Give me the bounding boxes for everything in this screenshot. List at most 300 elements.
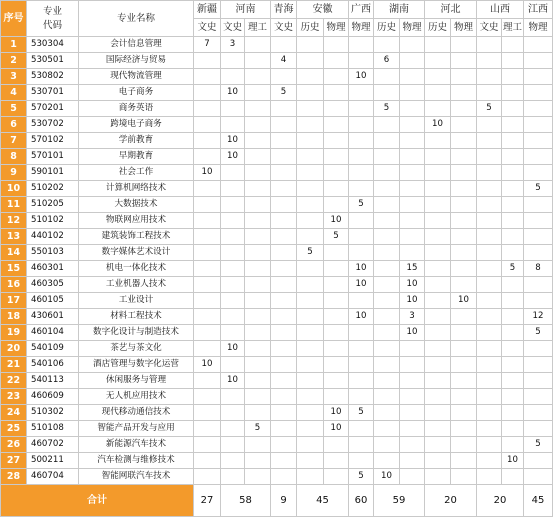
row-major-name: 汽车检测与维修技术: [79, 453, 194, 469]
name-header: 专业名称: [79, 1, 194, 37]
quota-cell: [374, 373, 400, 389]
quota-cell: 15: [400, 261, 425, 277]
quota-cell: [425, 101, 451, 117]
quota-cell: [221, 405, 245, 421]
province-header: 河北: [425, 1, 477, 19]
quota-cell: [477, 469, 502, 485]
quota-cell: [451, 117, 477, 133]
quota-cell: [477, 373, 502, 389]
row-major-name: 电子商务: [79, 85, 194, 101]
subject-header: 理工: [245, 19, 271, 37]
row-major-name: 跨境电子商务: [79, 117, 194, 133]
quota-cell: [451, 149, 477, 165]
table-row: [1, 245, 553, 261]
quota-cell: [324, 325, 349, 341]
quota-cell: [349, 293, 374, 309]
quota-cell: [297, 453, 324, 469]
quota-cell: 10: [502, 453, 524, 469]
subject-header: 物理: [324, 19, 349, 37]
quota-cell: [451, 261, 477, 277]
quota-cell: [221, 261, 245, 277]
row-code: 500211: [27, 453, 79, 469]
quota-cell: [245, 53, 271, 69]
quota-cell: [374, 405, 400, 421]
row-major-name: 学前教育: [79, 133, 194, 149]
quota-cell: [297, 101, 324, 117]
quota-cell: [245, 373, 271, 389]
table-row: [1, 357, 553, 373]
quota-cell: [400, 357, 425, 373]
quota-cell: [425, 277, 451, 293]
quota-cell: [194, 149, 221, 165]
quota-cell: [524, 213, 553, 229]
quota-cell: [194, 293, 221, 309]
quota-cell: [194, 133, 221, 149]
table-row: [1, 277, 553, 293]
table-row: [1, 453, 553, 469]
quota-cell: [297, 277, 324, 293]
quota-cell: [221, 277, 245, 293]
quota-cell: [324, 453, 349, 469]
row-major-name: 智能网联汽车技术: [79, 469, 194, 485]
row-major-name: 大数据技术: [79, 197, 194, 213]
quota-cell: 10: [400, 325, 425, 341]
quota-cell: [374, 309, 400, 325]
row-major-name: 酒店管理与数字化运营: [79, 357, 194, 373]
quota-cell: [451, 405, 477, 421]
quota-cell: [400, 405, 425, 421]
table-row: [1, 309, 553, 325]
row-major-name: 工业设计: [79, 293, 194, 309]
row-seq: 8: [1, 149, 27, 165]
quota-cell: [271, 325, 297, 341]
quota-cell: [374, 85, 400, 101]
quota-cell: [425, 53, 451, 69]
quota-cell: [425, 229, 451, 245]
table-row: [1, 117, 553, 133]
table-row: [1, 85, 553, 101]
row-major-name: 机电一体化技术: [79, 261, 194, 277]
row-major-name: 会计信息管理: [79, 37, 194, 53]
quota-cell: [451, 245, 477, 261]
row-major-name: 材料工程技术: [79, 309, 194, 325]
quota-cell: [451, 101, 477, 117]
quota-cell: [374, 213, 400, 229]
quota-cell: [271, 197, 297, 213]
row-seq: 9: [1, 165, 27, 181]
quota-cell: [425, 421, 451, 437]
quota-cell: [245, 117, 271, 133]
quota-cell: [349, 37, 374, 53]
quota-cell: [400, 53, 425, 69]
quota-cell: [297, 325, 324, 341]
quota-cell: [451, 165, 477, 181]
quota-cell: [324, 197, 349, 213]
quota-cell: 5: [502, 261, 524, 277]
quota-cell: [451, 325, 477, 341]
row-seq: 21: [1, 357, 27, 373]
quota-cell: [245, 133, 271, 149]
quota-cell: [502, 325, 524, 341]
quota-cell: [194, 453, 221, 469]
quota-cell: [194, 341, 221, 357]
quota-cell: [477, 341, 502, 357]
province-total: 45: [297, 485, 349, 517]
quota-cell: [451, 213, 477, 229]
quota-cell: [271, 357, 297, 373]
quota-cell: 10: [374, 469, 400, 485]
row-major-name: 社会工作: [79, 165, 194, 181]
quota-cell: [400, 197, 425, 213]
quota-cell: [502, 53, 524, 69]
quota-cell: [524, 101, 553, 117]
quota-cell: 10: [324, 421, 349, 437]
quota-cell: [324, 469, 349, 485]
province-header: 山西: [477, 1, 524, 19]
subject-header: 文史: [271, 19, 297, 37]
quota-cell: [502, 213, 524, 229]
row-seq: 7: [1, 133, 27, 149]
quota-cell: [194, 261, 221, 277]
quota-cell: [221, 117, 245, 133]
quota-cell: [400, 117, 425, 133]
quota-cell: [451, 421, 477, 437]
quota-cell: [374, 293, 400, 309]
quota-cell: [425, 453, 451, 469]
quota-cell: [374, 229, 400, 245]
table-row: [1, 389, 553, 405]
quota-cell: 4: [271, 53, 297, 69]
table-row: [1, 405, 553, 421]
quota-cell: [477, 69, 502, 85]
quota-cell: 5: [324, 229, 349, 245]
quota-cell: [349, 53, 374, 69]
row-major-name: 新能源汽车技术: [79, 437, 194, 453]
quota-cell: [194, 101, 221, 117]
quota-cell: [400, 101, 425, 117]
row-code: 570201: [27, 101, 79, 117]
quota-cell: [477, 165, 502, 181]
quota-cell: [221, 357, 245, 373]
quota-cell: [194, 421, 221, 437]
quota-cell: [324, 181, 349, 197]
row-code: 460301: [27, 261, 79, 277]
quota-cell: [297, 165, 324, 181]
row-seq: 28: [1, 469, 27, 485]
subject-header: 理工: [502, 19, 524, 37]
table-row: [1, 197, 553, 213]
quota-cell: [271, 165, 297, 181]
quota-cell: [400, 373, 425, 389]
quota-cell: [297, 85, 324, 101]
row-code: 570102: [27, 133, 79, 149]
quota-cell: [297, 133, 324, 149]
row-code: 460704: [27, 469, 79, 485]
quota-cell: 10: [221, 341, 245, 357]
quota-cell: [400, 453, 425, 469]
row-code: 530501: [27, 53, 79, 69]
quota-cell: [324, 357, 349, 373]
quota-cell: [400, 69, 425, 85]
subject-header: 物理: [349, 19, 374, 37]
quota-cell: [400, 229, 425, 245]
quota-cell: [374, 133, 400, 149]
row-code: 540106: [27, 357, 79, 373]
quota-cell: [425, 373, 451, 389]
row-code: 460702: [27, 437, 79, 453]
quota-cell: [502, 197, 524, 213]
quota-cell: [194, 69, 221, 85]
quota-cell: [400, 437, 425, 453]
quota-cell: [451, 437, 477, 453]
table-row: [1, 101, 553, 117]
quota-cell: [297, 421, 324, 437]
quota-cell: [502, 373, 524, 389]
quota-cell: [477, 181, 502, 197]
table-row: [1, 229, 553, 245]
subject-header: 历史: [297, 19, 324, 37]
quota-cell: [524, 85, 553, 101]
quota-cell: [374, 277, 400, 293]
row-code: 590101: [27, 165, 79, 181]
subject-header: 物理: [524, 19, 553, 37]
quota-cell: [502, 309, 524, 325]
quota-cell: [271, 469, 297, 485]
table-row: [1, 69, 553, 85]
province-header: 湖南: [374, 1, 425, 19]
quota-cell: [425, 245, 451, 261]
quota-cell: 5: [524, 437, 553, 453]
quota-cell: [194, 469, 221, 485]
quota-cell: [425, 165, 451, 181]
row-major-name: 早期教育: [79, 149, 194, 165]
quota-cell: [297, 37, 324, 53]
quota-cell: [271, 229, 297, 245]
table-row: [1, 341, 553, 357]
quota-cell: [221, 453, 245, 469]
quota-cell: [245, 437, 271, 453]
quota-cell: [524, 357, 553, 373]
quota-cell: [400, 421, 425, 437]
row-seq: 27: [1, 453, 27, 469]
quota-cell: [271, 421, 297, 437]
table-row: [1, 149, 553, 165]
subject-header: 历史: [425, 19, 451, 37]
quota-cell: [477, 437, 502, 453]
quota-cell: [194, 245, 221, 261]
quota-cell: [245, 293, 271, 309]
quota-cell: [425, 469, 451, 485]
quota-cell: [271, 437, 297, 453]
quota-cell: [502, 469, 524, 485]
quota-cell: [477, 133, 502, 149]
quota-cell: [477, 405, 502, 421]
quota-cell: [374, 149, 400, 165]
quota-cell: [297, 181, 324, 197]
row-major-name: 现代物流管理: [79, 69, 194, 85]
quota-cell: [324, 133, 349, 149]
quota-cell: [349, 357, 374, 373]
quota-cell: [271, 149, 297, 165]
row-major-name: 工业机器人技术: [79, 277, 194, 293]
quota-cell: [451, 85, 477, 101]
quota-cell: [221, 101, 245, 117]
row-major-name: 休闲服务与管理: [79, 373, 194, 389]
quota-cell: [349, 133, 374, 149]
quota-cell: [425, 293, 451, 309]
seq-header: 序号: [1, 1, 27, 37]
quota-cell: [324, 437, 349, 453]
quota-cell: [194, 437, 221, 453]
table-row: [1, 133, 553, 149]
quota-cell: [245, 309, 271, 325]
quota-cell: [374, 453, 400, 469]
quota-cell: [400, 37, 425, 53]
row-major-name: 国际经济与贸易: [79, 53, 194, 69]
quota-cell: [245, 101, 271, 117]
quota-cell: [524, 117, 553, 133]
row-code: 430601: [27, 309, 79, 325]
quota-cell: [502, 389, 524, 405]
quota-cell: [477, 117, 502, 133]
province-total: 9: [271, 485, 297, 517]
quota-cell: [297, 197, 324, 213]
table-row: [1, 469, 553, 485]
quota-cell: [271, 261, 297, 277]
quota-cell: [374, 69, 400, 85]
quota-cell: [425, 357, 451, 373]
row-code: 460305: [27, 277, 79, 293]
quota-cell: [349, 101, 374, 117]
quota-cell: [400, 389, 425, 405]
quota-cell: [194, 53, 221, 69]
province-total: 60: [349, 485, 374, 517]
quota-cell: [271, 341, 297, 357]
quota-cell: [502, 437, 524, 453]
quota-cell: [502, 37, 524, 53]
quota-cell: [245, 453, 271, 469]
quota-cell: [297, 309, 324, 325]
quota-cell: [502, 85, 524, 101]
total-label: 合计: [1, 485, 194, 517]
quota-cell: [221, 213, 245, 229]
quota-cell: [324, 69, 349, 85]
quota-cell: [524, 405, 553, 421]
quota-cell: [374, 37, 400, 53]
quota-cell: [271, 277, 297, 293]
row-seq: 17: [1, 293, 27, 309]
row-code: 540109: [27, 341, 79, 357]
quota-cell: [194, 213, 221, 229]
quota-cell: [297, 341, 324, 357]
quota-cell: [349, 373, 374, 389]
quota-cell: 10: [221, 149, 245, 165]
quota-cell: [502, 229, 524, 245]
row-seq: 4: [1, 85, 27, 101]
quota-cell: [425, 37, 451, 53]
quota-cell: [451, 53, 477, 69]
quota-cell: [271, 133, 297, 149]
quota-cell: 5: [477, 101, 502, 117]
quota-cell: [245, 341, 271, 357]
quota-cell: 10: [324, 213, 349, 229]
quota-cell: [374, 325, 400, 341]
quota-cell: [349, 389, 374, 405]
quota-cell: [245, 357, 271, 373]
quota-cell: 5: [349, 197, 374, 213]
row-seq: 22: [1, 373, 27, 389]
row-seq: 24: [1, 405, 27, 421]
province-total: 20: [425, 485, 477, 517]
quota-cell: [297, 293, 324, 309]
quota-cell: [221, 53, 245, 69]
quota-cell: [374, 245, 400, 261]
quota-cell: [502, 117, 524, 133]
quota-cell: [349, 325, 374, 341]
row-code: 440102: [27, 229, 79, 245]
quota-cell: [425, 437, 451, 453]
quota-cell: [221, 229, 245, 245]
quota-cell: [324, 373, 349, 389]
table-row: [1, 181, 553, 197]
quota-cell: [524, 165, 553, 181]
quota-cell: [451, 277, 477, 293]
quota-cell: 10: [425, 117, 451, 133]
quota-cell: [425, 197, 451, 213]
quota-cell: [271, 293, 297, 309]
row-seq: 13: [1, 229, 27, 245]
table-row: [1, 421, 553, 437]
quota-cell: [451, 469, 477, 485]
quota-cell: [297, 437, 324, 453]
quota-cell: [271, 213, 297, 229]
quota-cell: [374, 357, 400, 373]
quota-cell: [194, 373, 221, 389]
quota-cell: [324, 309, 349, 325]
row-major-name: 无人机应用技术: [79, 389, 194, 405]
quota-cell: [451, 37, 477, 53]
row-seq: 14: [1, 245, 27, 261]
quota-cell: [324, 293, 349, 309]
quota-cell: 10: [349, 277, 374, 293]
quota-cell: [425, 325, 451, 341]
quota-cell: [477, 277, 502, 293]
province-header: 江西: [524, 1, 553, 19]
quota-cell: 10: [324, 405, 349, 421]
quota-cell: 5: [524, 325, 553, 341]
row-seq: 19: [1, 325, 27, 341]
quota-cell: [245, 165, 271, 181]
quota-cell: [502, 181, 524, 197]
quota-cell: 5: [349, 469, 374, 485]
row-code: 550103: [27, 245, 79, 261]
quota-cell: [524, 149, 553, 165]
quota-cell: [524, 229, 553, 245]
quota-cell: [451, 389, 477, 405]
quota-cell: 10: [221, 133, 245, 149]
quota-cell: 3: [400, 309, 425, 325]
table-row: [1, 325, 553, 341]
quota-cell: [425, 85, 451, 101]
quota-cell: [477, 261, 502, 277]
row-seq: 25: [1, 421, 27, 437]
quota-cell: 10: [349, 69, 374, 85]
quota-cell: [400, 213, 425, 229]
quota-cell: [451, 357, 477, 373]
quota-cell: [400, 85, 425, 101]
quota-cell: 10: [349, 309, 374, 325]
subject-header: 历史: [374, 19, 400, 37]
